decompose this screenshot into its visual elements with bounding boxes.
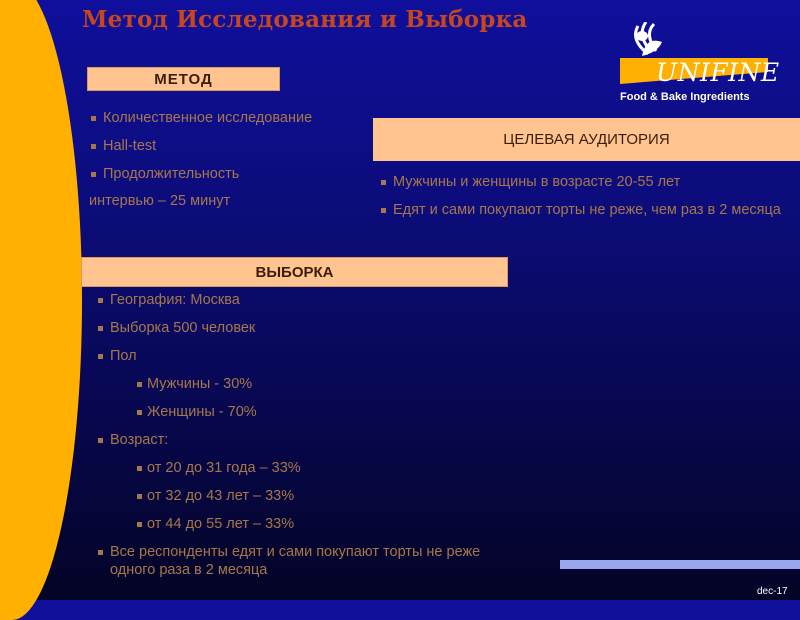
method-continuation: интервью – 25 минут [89, 193, 231, 209]
square-bullet-icon [381, 180, 386, 185]
sample-list [110, 291, 510, 579]
list-item-label: Все респонденты едят и сами покупают торты не реже одного раза в 2 месяца [110, 544, 481, 578]
list-item [110, 459, 510, 487]
square-bullet-icon [98, 354, 103, 359]
list-item [110, 347, 510, 375]
list-item [393, 201, 793, 219]
list-item-label: Едят и сами покупают торты не реже, чем раз в 2 месяца [393, 202, 781, 218]
list-item-label: Пол [110, 348, 137, 364]
square-bullet-icon [137, 382, 142, 387]
sample-header: ВЫБОРКА [81, 257, 508, 287]
list-item [103, 165, 312, 193]
square-bullet-icon [137, 522, 142, 527]
list-item-label: Возраст: [110, 432, 169, 448]
square-bullet-icon [98, 438, 103, 443]
list-item-label: География: Москва [110, 292, 240, 308]
list-item [110, 515, 510, 543]
list-item [110, 319, 510, 347]
square-bullet-icon [91, 116, 96, 121]
list-item [110, 487, 510, 515]
square-bullet-icon [98, 550, 103, 555]
square-bullet-icon [98, 298, 103, 303]
list-item [110, 431, 510, 459]
list-item-label: Женщины - 70% [147, 404, 257, 420]
square-bullet-icon [91, 172, 96, 177]
logo-tagline: Food & Bake Ingredients [620, 91, 750, 103]
list-item-label: Количественное исследование [103, 110, 313, 126]
list-item [103, 109, 312, 137]
square-bullet-icon [381, 208, 386, 213]
list-item [110, 543, 510, 579]
audience-header: ЦЕЛЕВАЯ АУДИТОРИЯ [373, 118, 800, 161]
slide-title: Метод Исследования и Выборка [82, 6, 528, 33]
list-item [110, 375, 510, 403]
list-item [110, 291, 510, 319]
list-item-label: Мужчины - 30% [147, 376, 253, 392]
list-item-label: от 20 до 31 года – 33% [147, 460, 301, 476]
square-bullet-icon [91, 144, 96, 149]
square-bullet-icon [137, 410, 142, 415]
bottom-accent-bar [560, 560, 800, 569]
audience-list [393, 173, 793, 229]
list-item-label: Продолжительность [103, 166, 240, 182]
method-list [103, 109, 312, 193]
square-bullet-icon [98, 326, 103, 331]
list-item [103, 137, 312, 165]
footer-date: dec-17 [757, 586, 788, 597]
list-item-label: от 44 до 55 лет – 33% [147, 516, 295, 532]
list-item-label: от 32 до 43 лет – 33% [147, 488, 295, 504]
list-item [393, 173, 793, 191]
logo-brand: UNIFINE [656, 58, 780, 87]
list-item-label: Мужчины и женщины в возрасте 20-55 лет [393, 174, 681, 190]
list-item-label: Hall-test [103, 138, 157, 154]
left-accent-band [0, 0, 82, 620]
square-bullet-icon [137, 466, 142, 471]
list-item-label: Выборка 500 человек [110, 320, 256, 336]
list-item [110, 403, 510, 431]
method-header: МЕТОД [87, 67, 280, 91]
square-bullet-icon [137, 494, 142, 499]
